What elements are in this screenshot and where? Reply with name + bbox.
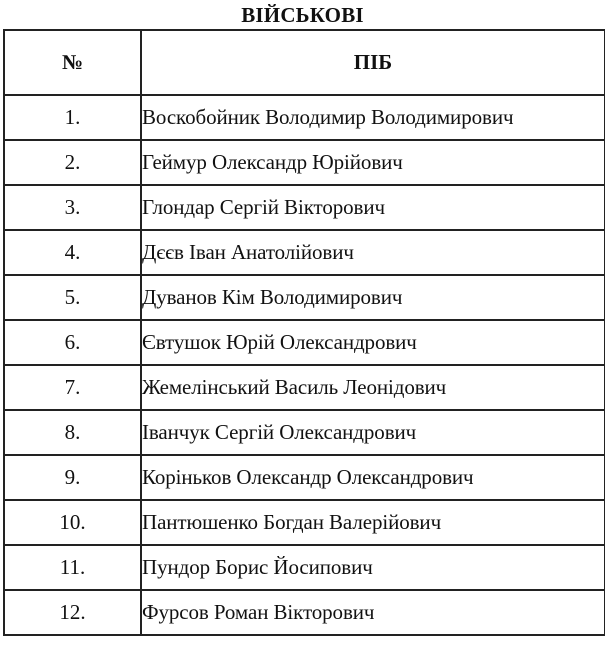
table-row xyxy=(4,365,605,410)
row-name: Дуванов Кім Володимирович xyxy=(141,275,605,320)
table-row xyxy=(4,410,605,455)
row-name: Жемелінський Василь Леонідович xyxy=(141,365,605,410)
row-name: Коріньков Олександр Олександрович xyxy=(141,455,605,500)
row-number: 5. xyxy=(4,275,141,320)
table-row xyxy=(4,95,605,140)
row-name: Дєєв Іван Анатолійович xyxy=(141,230,605,275)
row-name: Фурсов Роман Вікторович xyxy=(141,590,605,635)
row-name: Пантюшенко Богдан Валерійович xyxy=(141,500,605,545)
table-row xyxy=(4,320,605,365)
row-number: 10. xyxy=(4,500,141,545)
row-name: Геймур Олександр Юрійович xyxy=(141,140,605,185)
row-number: 3. xyxy=(4,185,141,230)
row-name: Глондар Сергій Вікторович xyxy=(141,185,605,230)
row-number: 4. xyxy=(4,230,141,275)
roster-table xyxy=(3,29,605,636)
row-name: Пундор Борис Йосипович xyxy=(141,545,605,590)
row-number: 9. xyxy=(4,455,141,500)
row-number: 8. xyxy=(4,410,141,455)
table-row xyxy=(4,185,605,230)
table-row xyxy=(4,455,605,500)
table-row xyxy=(4,140,605,185)
row-name: Євтушок Юрій Олександрович xyxy=(141,320,605,365)
row-number: 2. xyxy=(4,140,141,185)
table-row xyxy=(4,230,605,275)
row-number: 7. xyxy=(4,365,141,410)
row-number: 6. xyxy=(4,320,141,365)
table-row xyxy=(4,590,605,635)
table-row xyxy=(4,545,605,590)
table-row xyxy=(4,500,605,545)
row-number: 11. xyxy=(4,545,141,590)
row-name: Воскобойник Володимир Володимирович xyxy=(141,95,605,140)
document-title: ВІЙСЬКОВІ xyxy=(241,3,364,27)
table-row xyxy=(4,275,605,320)
column-header-name: ПІБ xyxy=(141,30,605,95)
row-number: 1. xyxy=(4,95,141,140)
column-header-number: № xyxy=(4,30,141,95)
row-name: Іванчук Сергій Олександрович xyxy=(141,410,605,455)
row-number: 12. xyxy=(4,590,141,635)
table-header-row xyxy=(4,30,605,95)
